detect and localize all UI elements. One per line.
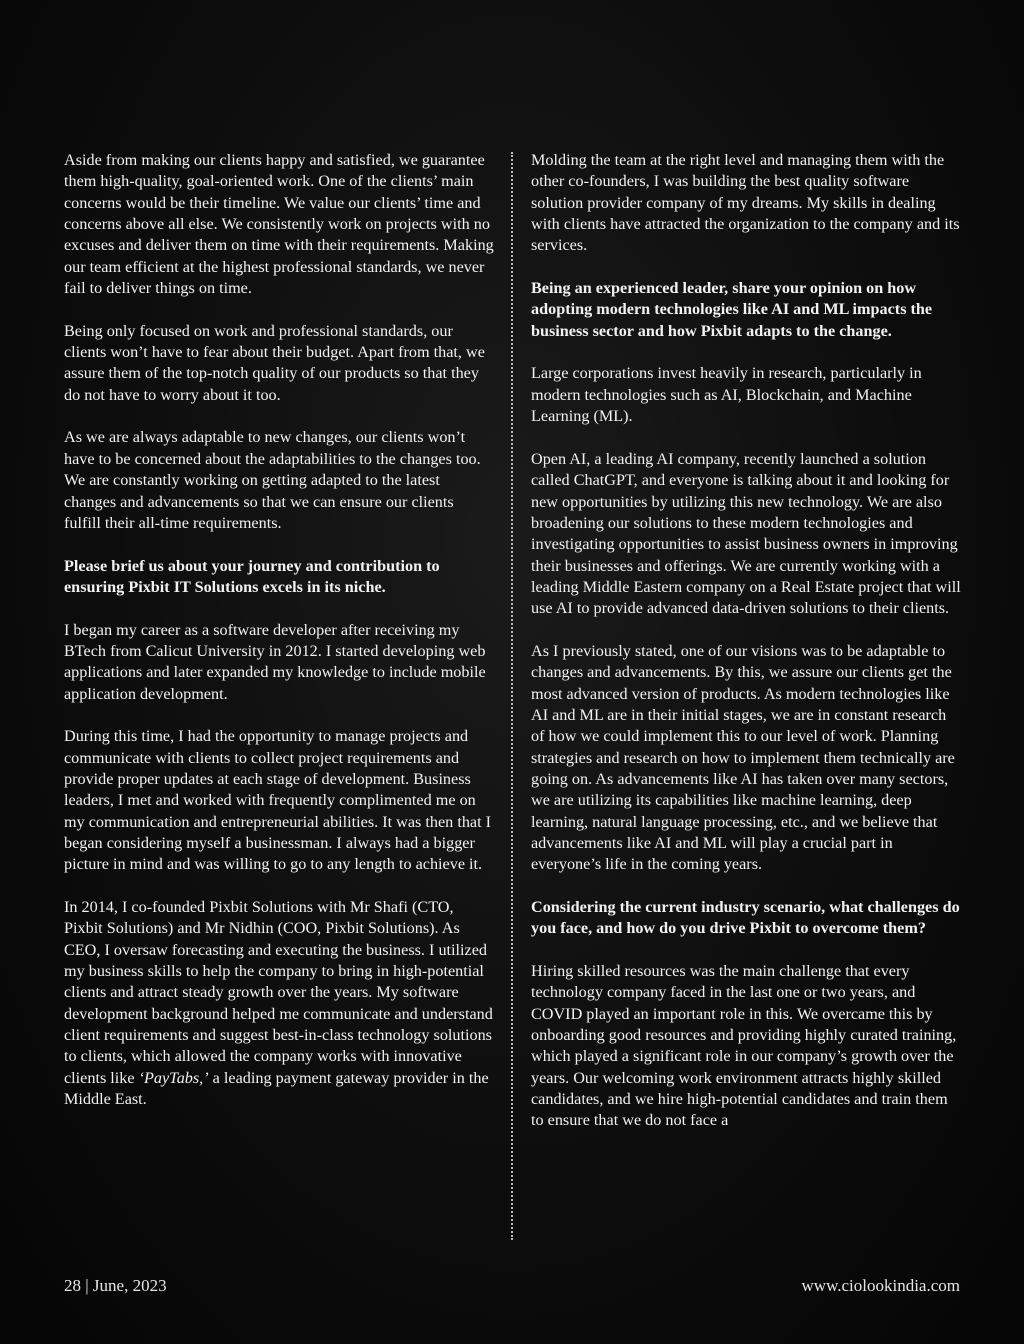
right-column — [531, 150, 963, 1153]
paragraph: Aside from making our clients happy and satisfied, we guarantee them high-quality, goal-oriented work. One of the clients’ main concerns would be their timeline. We value our clients’ time and concerns above all else. We consistently work on projects with no excuses and deliver them on time with their requirements. Making our team efficient at the highest professional standards, we never fail to deliver things on time. — [64, 151, 494, 298]
paragraph: As we are always adaptable to new changes, our clients won’t have to be concerned about the adaptabilities to the changes too. We are constantly working on getting adapted to the latest changes and advancements so that we can ensure our clients fulfill their all-time requirements. — [64, 428, 481, 532]
paragraph: Molding the team at the right level and managing them with the other co-founders, I was building the best quality software solution provider company of my dreams. My skills in dealing with clients have attracted the organization to the company and its services. — [531, 151, 960, 255]
paragraph: Open AI, a leading AI company, recently launched a solution called ChatGPT, and everyone is talking about it and looking for new opportunities by utilizing this new technology. We are also broadening our solutions to these modern technologies and investigating opportunities to assist business owners in improving their businesses and offerings. We are currently working with a leading Middle Eastern company on a Real Estate project that will use AI to provide advanced data-driven solutions to their clients. — [531, 449, 961, 618]
paragraph: Hiring skilled resources was the main challenge that every technology company faced in the last one or two years, and COVID played an important role in this. We overcame this by onboarding good resources and providing highly curated training, which played a significant role in our company’s growth over the years. Our welcoming work environment attracts highly skilled candidates, and we hire high-potential candidates and train them to ensure that we do not face a — [531, 962, 957, 1130]
client-name-italic: ‘PayTabs,’ — [138, 1068, 209, 1087]
interview-question: Considering the current industry scenario, what challenges do you face, and how do you drive Pixbit to overcome them? — [531, 898, 960, 938]
paragraph: As I previously stated, one of our visions was to be adaptable to changes and advancements. By this, we assure our clients get the most advanced version of products. As modern technologies like AI and ML are in their initial stages, we are in constant research of how we could implement this to our level of work. Planning strategies and research on how to implement them technically are going on. As advancements like AI has taken over many sectors, we are utilizing its capabilities like machine learning, deep learning, natural language processing, etc., and we believe that advancements like AI and ML will play a crucial part in everyone’s life in the coming years. — [531, 641, 955, 874]
interview-question: Being an experienced leader, share your opinion on how adopting modern technologies like AI and ML impacts the business sector and how Pixbit adapts to the change. — [531, 279, 933, 340]
paragraph — [64, 897, 494, 1110]
website-url[interactable]: www.ciolookindia.com — [801, 1276, 960, 1295]
paragraph: I began my career as a software developer after receiving my BTech from Calicut University in 2012. I started developing web applications and later expanded my knowledge to include mobile application development. — [64, 620, 486, 703]
left-column — [64, 150, 494, 1132]
paragraph-text-end: a leading payment gateway provider in the Middle East. — [64, 1068, 489, 1109]
paragraph: Being only focused on work and professional standards, our clients won’t have to fear about their budget. Apart from that, we assure them of the top-notch quality of our products so that they do not have to worry about it too. — [64, 321, 485, 404]
page-number-date: 28 | June, 2023 — [64, 1276, 167, 1295]
paragraph: Large corporations invest heavily in research, particularly in modern technologies such as AI, Blockchain, and Machine Learning (ML). — [531, 364, 922, 426]
paragraph: During this time, I had the opportunity to manage projects and communicate with clients to collect project requirements and provide proper updates at each stage of development. Business leaders, I met and worked with frequently complimented me on my communication and entrepreneurial abilities. It was then that I began considering myself a businessman. I always had a bigger picture in mind and was willing to go to any length to achieve it. — [64, 727, 492, 874]
interview-question: Please brief us about your journey and contribution to ensuring Pixbit IT Solutions excels in its niche. — [64, 556, 440, 596]
paragraph-text: In 2014, I co-founded Pixbit Solutions with Mr Shafi (CTO, Pixbit Solutions) and Mr Nidhin (COO, Pixbit Solutions). As CEO, I oversaw forecasting and executing the business. I utilized my business skills to help the company to bring in high-potential clients and attract steady growth over the years. My software development background helped me communicate and understand client requirements and suggest best-in-class technology solutions to clients, which allowed the company works with innovative clients like — [64, 898, 493, 1087]
column-divider — [511, 152, 513, 1240]
